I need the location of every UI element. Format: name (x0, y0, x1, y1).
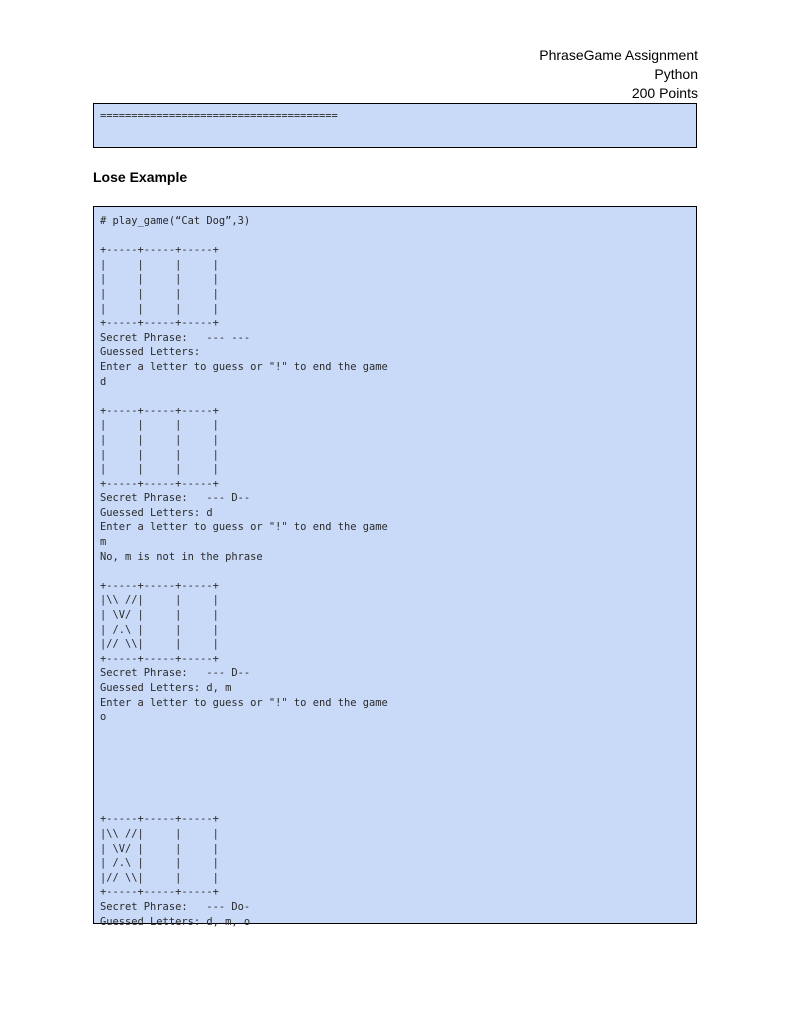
language-label: Python (654, 66, 698, 82)
code-block-continued (93, 103, 697, 148)
separator-line: ====================================== (100, 110, 338, 122)
points-label: 200 Points (631, 85, 698, 101)
assignment-title: PhraseGame Assignment (539, 47, 698, 63)
section-title-lose-example: Lose Example (93, 169, 188, 185)
code-block-lose-example (93, 206, 697, 928)
lose-example-output: # play_game(“Cat Dog”,3) +-----+-----+-----+ | | | | | | | | | | | | | | | | +-----+-----+-----+ Secret Phrase: --- --- Guessed Letters: Enter a letter to guess or "!" to end the game d +-----+-----+-----+ | | | | | | | | | | | | | | | | +-----+-----+-----+ Secret Phrase: --- D-- Guessed Letters: d Enter a letter to guess or "!" to end the game m No, m is not in the phrase +-----+-----+-----+ |\\ //| | | | \V/ | | | | /.\ | | | |// \\| | | +-----+-----+-----+ Secret Phrase: --- D-- Guessed Letters: d, m Enter a letter to guess or "!" to end the game o +-----+-----+-----+ |\\ //| | | | \V/ | | | | /.\ | | | |// \\| | | +-----+-----+-----+ Secret Phrase: --- Do- Guessed Letters: d, m, o (100, 215, 388, 928)
document-header (539, 46, 698, 103)
